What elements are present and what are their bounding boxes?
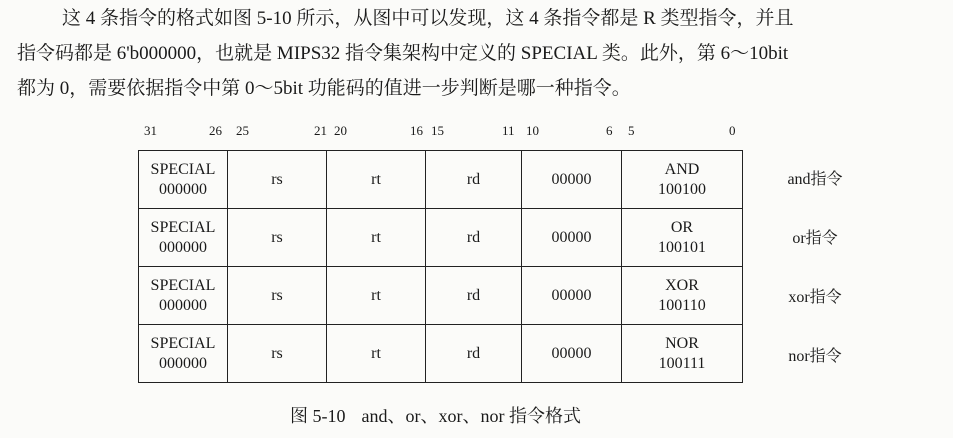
- func-field: OR 100101: [622, 209, 743, 267]
- zero-field: 00000: [522, 151, 622, 209]
- rs-field: rs: [228, 267, 327, 325]
- func-field: AND 100100: [622, 151, 743, 209]
- instruction-label: nor指令: [788, 348, 842, 365]
- rd-field: rd: [426, 325, 522, 383]
- rt-field: rt: [327, 209, 426, 267]
- bit-position-labels: [0, 123, 953, 143]
- bit-label: 25: [236, 123, 249, 138]
- rt-field: rt: [327, 325, 426, 383]
- rs-field: rs: [228, 209, 327, 267]
- bit-label: 20: [334, 123, 347, 138]
- instruction-format-table: [138, 150, 743, 383]
- rd-field: rd: [426, 151, 522, 209]
- figure-caption-text: and、or、xor、nor 指令格式: [361, 406, 581, 426]
- figure-caption: [290, 402, 581, 428]
- instruction-labels: [755, 150, 875, 386]
- table-row: [139, 325, 743, 383]
- bit-label: 10: [526, 123, 539, 138]
- special-field: SPECIAL 000000: [139, 325, 228, 383]
- bit-label: 15: [431, 123, 444, 138]
- bit-label: 31: [144, 123, 157, 138]
- table-row: [139, 209, 743, 267]
- zero-field: 00000: [522, 267, 622, 325]
- paragraph-line-3: 都为 0，需要依据指令中第 0～5bit 功能码的值进一步判断是哪一种指令。: [17, 78, 631, 99]
- rd-field: rd: [426, 267, 522, 325]
- special-field: SPECIAL 000000: [139, 151, 228, 209]
- rt-field: rt: [327, 151, 426, 209]
- special-field: SPECIAL 000000: [139, 267, 228, 325]
- bit-label: 6: [606, 123, 613, 138]
- bit-label: 0: [729, 123, 736, 138]
- figure-number: 图 5-10: [290, 406, 346, 426]
- instruction-label: or指令: [792, 230, 838, 247]
- rt-field: rt: [327, 267, 426, 325]
- bit-label: 11: [502, 123, 515, 138]
- zero-field: 00000: [522, 209, 622, 267]
- bit-label: 16: [410, 123, 423, 138]
- paragraph-line-2: 指令码都是 6'b000000，也就是 MIPS32 指令集架构中定义的 SPECIAL 类。此外，第 6～10bit: [17, 43, 789, 64]
- table-row: [139, 151, 743, 209]
- table-row: [139, 267, 743, 325]
- paragraph-line-1: 这 4 条指令的格式如图 5-10 所示，从图中可以发现，这 4 条指令都是 R 类型指令，并且: [62, 8, 794, 29]
- func-field: XOR 100110: [622, 267, 743, 325]
- func-field: NOR 100111: [622, 325, 743, 383]
- bit-label: 5: [628, 123, 635, 138]
- rs-field: rs: [228, 325, 327, 383]
- bit-label: 26: [209, 123, 222, 138]
- rd-field: rd: [426, 209, 522, 267]
- instruction-label: and指令: [787, 171, 843, 188]
- rs-field: rs: [228, 151, 327, 209]
- instruction-label: xor指令: [788, 289, 842, 306]
- zero-field: 00000: [522, 325, 622, 383]
- special-field: SPECIAL 000000: [139, 209, 228, 267]
- bit-label: 21: [314, 123, 327, 138]
